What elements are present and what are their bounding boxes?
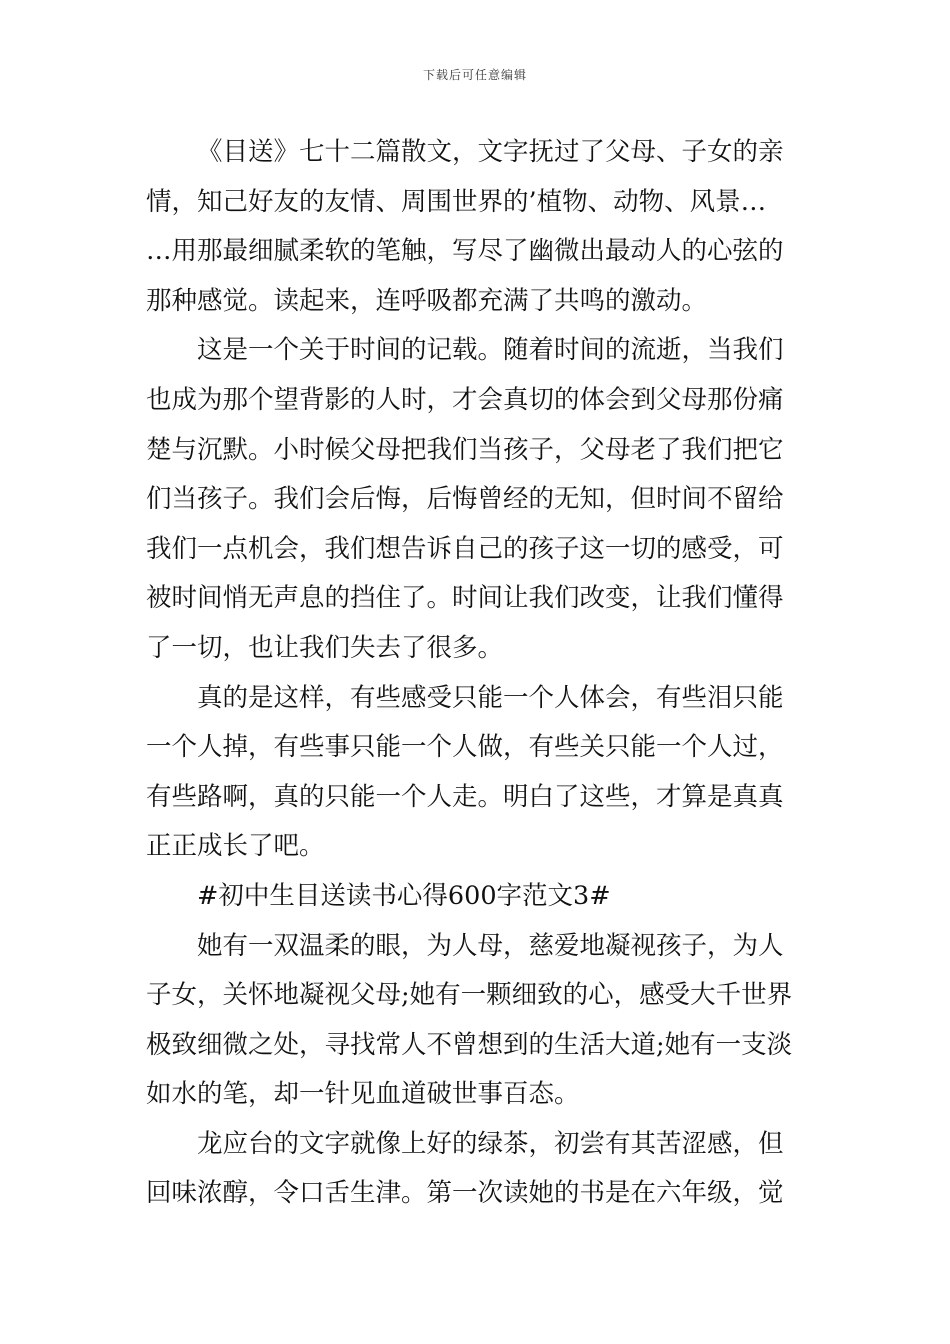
text-line: 了一切，也让我们失去了很多。 bbox=[146, 632, 504, 663]
text-line: …用那最细腻柔软的笔触，写尽了幽微出最动人的心弦的 bbox=[146, 236, 784, 267]
text-line: 我们一点机会，我们想告诉自己的孩子这一切的感受，可 bbox=[146, 533, 784, 564]
text-line: 正正成长了吧。 bbox=[146, 831, 325, 862]
text-line: 楚与沉默。小时候父母把我们当孩子，父母老了我们把它 bbox=[146, 434, 784, 465]
text-line: 如水的笔，却一针见血道破世事百态。 bbox=[146, 1079, 580, 1110]
text-line: 她有一双温柔的眼，为人母，慈爱地凝视孩子，为人 bbox=[197, 930, 784, 961]
text-line: 这是一个关于时间的记载。随着时间的流逝，当我们 bbox=[197, 335, 784, 366]
text-line: 龙应台的文字就像上好的绿茶，初尝有其苦涩感，但 bbox=[197, 1128, 784, 1159]
text-line: 真的是这样，有些感受只能一个人体会，有些泪只能 bbox=[197, 682, 784, 713]
text-line: 情，知己好友的友情、周围世界的’植物、动物、风景… bbox=[146, 186, 767, 217]
text-line: 极致细微之处，寻找常人不曾想到的生活大道;她有一支淡 bbox=[146, 1029, 793, 1060]
text-line: 有些路啊，真的只能一个人走。明白了这些，才算是真真 bbox=[146, 781, 784, 812]
text-line: 也成为那个望背影的人时，才会真切的体会到父母那份痛 bbox=[146, 384, 784, 415]
text-line: 那种感觉。读起来，连呼吸都充满了共鸣的激动。 bbox=[146, 285, 708, 316]
text-line: 被时间悄无声息的挡住了。时间让我们改变，让我们懂得 bbox=[146, 583, 784, 614]
text-line: 《目送》七十二篇散文，文字抚过了父母、子女的亲 bbox=[197, 137, 784, 167]
text-line: 一个人掉，有些事只能一个人做，有些关只能一个人过， bbox=[146, 732, 784, 763]
text-line: 子女，关怀地凝视父母;她有一颗细致的心，感受大千世界 bbox=[146, 980, 793, 1011]
text-line: 回味浓醇，令口舌生津。第一次读她的书是在六年级，觉 bbox=[146, 1178, 784, 1209]
section-heading: #初中生目送读书心得600字范文3# bbox=[197, 880, 611, 911]
text-line: 们当孩子。我们会后悔，后悔曾经的无知，但时间不留给 bbox=[146, 484, 784, 515]
document-body bbox=[146, 128, 806, 1219]
page-header: 下载后可任意编辑 bbox=[422, 68, 527, 82]
